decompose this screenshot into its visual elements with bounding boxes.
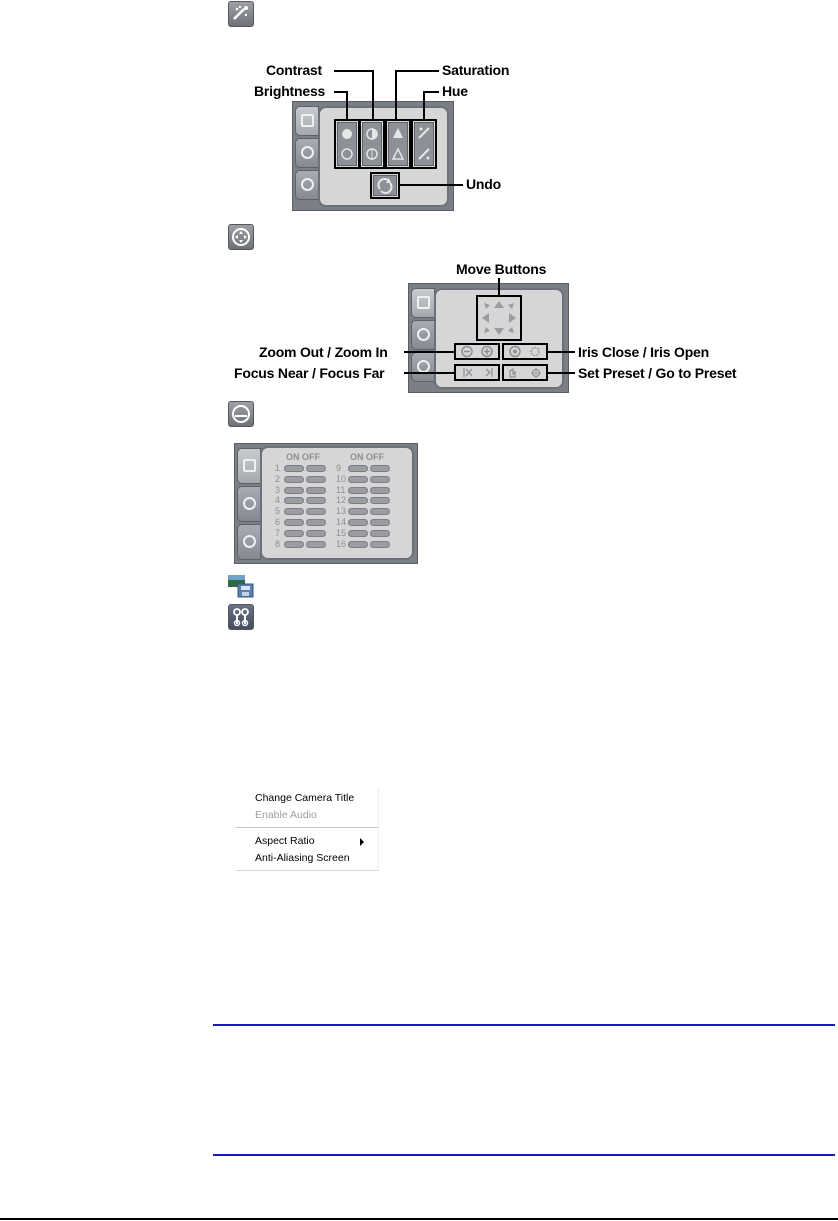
alarm-on-button[interactable] bbox=[284, 541, 304, 548]
alarm-off-button[interactable] bbox=[306, 465, 326, 472]
tab-alarm[interactable] bbox=[295, 170, 319, 200]
alarm-channel-number: 15 bbox=[336, 527, 347, 538]
alarm-channel-number: 5 bbox=[275, 506, 281, 517]
alarm-off-button[interactable] bbox=[370, 465, 390, 472]
saturation-callout bbox=[395, 70, 439, 72]
preset-callout bbox=[547, 372, 575, 374]
tab-image-adjust[interactable] bbox=[295, 106, 319, 136]
alarm-on-button[interactable] bbox=[348, 476, 368, 483]
tab-ptz[interactable] bbox=[295, 138, 319, 168]
alarm-off-button[interactable] bbox=[370, 541, 390, 548]
image-adjust-icon bbox=[228, 1, 254, 27]
alarm-channel-number: 10 bbox=[336, 473, 347, 484]
alarm-header-right: ON OFF bbox=[350, 452, 384, 462]
alarm-off-button[interactable] bbox=[370, 476, 390, 483]
ptz-icon bbox=[228, 224, 254, 250]
alarm-output-icon bbox=[228, 401, 254, 427]
camera-context-menu bbox=[236, 788, 379, 871]
alarm-on-button[interactable] bbox=[284, 476, 304, 483]
hue-label: Hue bbox=[442, 83, 468, 99]
alarm-channel-number: 4 bbox=[275, 495, 281, 506]
alarm-channel-number: 2 bbox=[275, 473, 281, 484]
zoom-callout bbox=[404, 351, 455, 353]
saturation-callout-v bbox=[395, 70, 397, 120]
alarm-off-button[interactable] bbox=[306, 530, 326, 537]
hue-callout-v bbox=[423, 91, 425, 120]
alarm-off-button[interactable] bbox=[306, 519, 326, 526]
alarm-on-button[interactable] bbox=[348, 508, 368, 515]
alarm-on-button[interactable] bbox=[348, 487, 368, 494]
tab-image-adjust[interactable] bbox=[411, 288, 435, 318]
zoom-buttons[interactable] bbox=[454, 343, 500, 360]
camera-save-icon bbox=[227, 574, 255, 598]
alarm-channel-number: 3 bbox=[275, 484, 281, 495]
alarm-channel-number: 6 bbox=[275, 517, 281, 527]
alarm-channel-number: 11 bbox=[336, 484, 346, 495]
note-rule-bottom bbox=[213, 1154, 835, 1156]
contrast-frame bbox=[359, 119, 385, 169]
alarm-off-button[interactable] bbox=[370, 519, 390, 526]
iris-callout bbox=[547, 351, 575, 353]
iris-label: Iris Close / Iris Open bbox=[578, 344, 709, 360]
hue-callout bbox=[423, 91, 439, 93]
alarm-on-button[interactable] bbox=[284, 497, 304, 504]
preset-label: Set Preset / Go to Preset bbox=[578, 365, 737, 381]
alarm-channel-number: 16 bbox=[336, 538, 347, 549]
alarm-channel-number: 9 bbox=[336, 463, 342, 473]
alarm-off-button[interactable] bbox=[370, 530, 390, 537]
focus-label: Focus Near / Focus Far bbox=[234, 365, 385, 381]
tab-ptz[interactable] bbox=[411, 320, 435, 350]
alarm-off-button[interactable] bbox=[306, 487, 326, 494]
alarm-channel-number: 12 bbox=[336, 495, 347, 506]
focus-callout bbox=[404, 372, 455, 374]
menu-item-anti-aliasing-screen[interactable]: Anti-Aliasing Screen bbox=[255, 852, 350, 864]
alarm-channel-number: 8 bbox=[275, 538, 281, 549]
tab-ptz[interactable] bbox=[237, 486, 261, 522]
tab-alarm[interactable] bbox=[411, 352, 435, 382]
focus-buttons[interactable] bbox=[454, 364, 500, 381]
alarm-off-button[interactable] bbox=[306, 476, 326, 483]
submenu-arrow-icon bbox=[360, 838, 364, 846]
menu-item-change-camera-title[interactable]: Change Camera Title bbox=[255, 792, 355, 804]
note-rule-top bbox=[213, 1024, 835, 1026]
tab-alarm[interactable] bbox=[237, 524, 261, 560]
zoom-label: Zoom Out / Zoom In bbox=[259, 344, 388, 360]
alarm-off-button[interactable] bbox=[370, 508, 390, 515]
alarm-on-button[interactable] bbox=[348, 530, 368, 537]
alarm-on-button[interactable] bbox=[284, 508, 304, 515]
move-callout bbox=[498, 278, 500, 296]
undo-frame bbox=[370, 172, 400, 199]
alarm-off-button[interactable] bbox=[306, 508, 326, 515]
alarm-on-button[interactable] bbox=[348, 541, 368, 548]
saturation-label: Saturation bbox=[442, 62, 510, 78]
brightness-frame bbox=[334, 119, 360, 169]
brightness-label: Brightness bbox=[254, 83, 326, 99]
menu-item-aspect-ratio[interactable]: Aspect Ratio bbox=[255, 835, 315, 847]
iris-buttons[interactable] bbox=[502, 343, 548, 360]
contrast-callout-v bbox=[372, 70, 374, 120]
alarm-header-left: ON OFF bbox=[286, 452, 320, 462]
brightness-callout-v bbox=[346, 91, 348, 120]
alarm-channel-number: 14 bbox=[336, 517, 347, 527]
alarm-on-button[interactable] bbox=[284, 519, 304, 526]
alarm-channel-number: 13 bbox=[336, 506, 347, 517]
alarm-off-button[interactable] bbox=[370, 487, 390, 494]
contrast-callout bbox=[334, 70, 374, 72]
alarm-on-button[interactable] bbox=[348, 519, 368, 526]
alarm-on-button[interactable] bbox=[284, 487, 304, 494]
preset-buttons[interactable] bbox=[502, 364, 548, 381]
contrast-label: Contrast bbox=[266, 62, 322, 78]
alarm-off-button[interactable] bbox=[306, 497, 326, 504]
page-footer-line bbox=[0, 1218, 838, 1220]
alarm-on-button[interactable] bbox=[284, 465, 304, 472]
alarm-on-button[interactable] bbox=[284, 530, 304, 537]
alarm-off-button[interactable] bbox=[370, 497, 390, 504]
settings-tools-icon bbox=[228, 604, 254, 630]
move-buttons-frame[interactable] bbox=[476, 295, 522, 341]
undo-label: Undo bbox=[466, 176, 501, 192]
menu-item-enable-audio: Enable Audio bbox=[255, 809, 317, 821]
alarm-channel-number: 7 bbox=[275, 527, 281, 538]
hue-frame bbox=[411, 119, 437, 169]
move-buttons-label: Move Buttons bbox=[456, 261, 547, 277]
saturation-frame bbox=[385, 119, 411, 169]
tab-image-adjust[interactable] bbox=[237, 448, 261, 484]
alarm-on-button[interactable] bbox=[348, 465, 368, 472]
alarm-on-button[interactable] bbox=[348, 497, 368, 504]
alarm-off-button[interactable] bbox=[306, 541, 326, 548]
alarm-channel-number: 1 bbox=[275, 463, 281, 473]
undo-callout bbox=[399, 184, 463, 186]
menu-separator bbox=[236, 827, 378, 828]
